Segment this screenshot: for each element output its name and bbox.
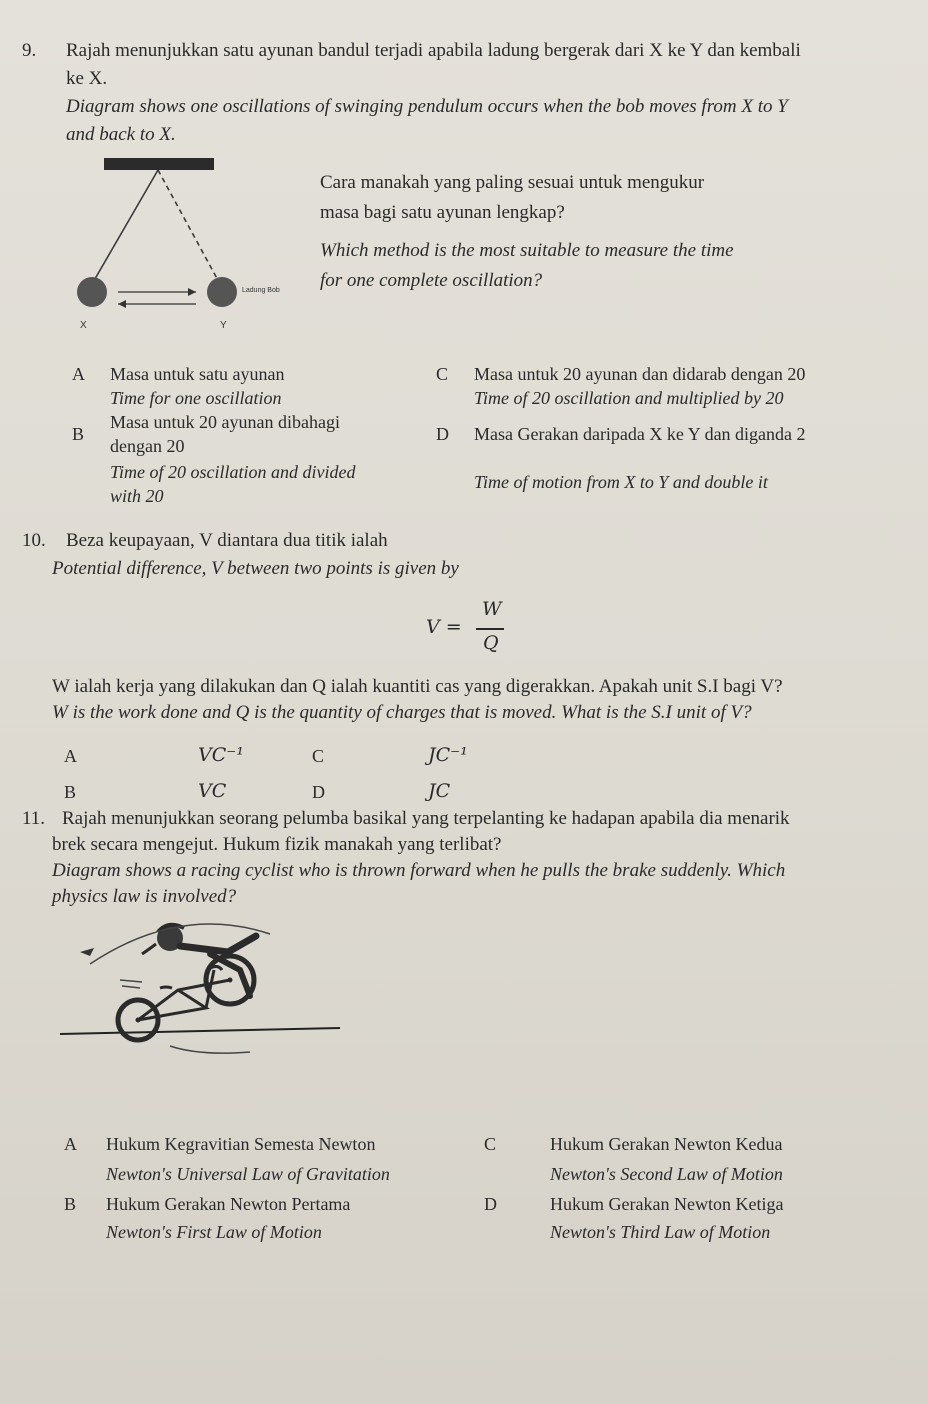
cyclist-torso-arm: [180, 936, 256, 952]
q10-text-en: Potential difference, V between two points is given by: [52, 558, 459, 579]
q10-desc-my: W ialah kerja yang dilakukan dan Q ialah kuantiti cas yang digerakkan. Apakah unit S.I bagi V?: [52, 676, 783, 697]
q10-option-d-letter[interactable]: D: [312, 782, 325, 802]
cyclist-diagram: [60, 916, 350, 1076]
q11-option-c-my: Hukum Gerakan Newton Kedua: [550, 1134, 783, 1154]
q11-option-b-en: Newton's First Law of Motion: [106, 1222, 322, 1242]
q10-option-b-letter[interactable]: B: [64, 782, 77, 802]
q10-text-my: Beza keupayaan, V diantara dua titik ialah: [66, 530, 388, 551]
q11-text-my-2: brek secara mengejut. Hukum fizik manakah yang terlibat?: [52, 834, 502, 855]
q10-option-c-text: JC⁻¹: [428, 744, 468, 766]
q9-option-b-letter[interactable]: B: [72, 424, 85, 444]
q10-option-a-letter[interactable]: A: [64, 746, 77, 766]
q9-option-d-letter[interactable]: D: [436, 424, 449, 444]
q9-text-my-2: ke X.: [66, 68, 108, 89]
q11-option-d-my: Hukum Gerakan Newton Ketiga: [550, 1194, 784, 1214]
label-y: Y: [220, 320, 227, 331]
formula-lhs: V =: [426, 616, 462, 638]
arrow-head-right: [188, 288, 196, 296]
label-bob: Ladung Bob: [242, 287, 280, 294]
q9-option-a-letter[interactable]: A: [72, 364, 85, 384]
q11-option-d-letter[interactable]: D: [484, 1194, 497, 1214]
q11-option-b-my: Hukum Gerakan Newton Pertama: [106, 1194, 351, 1214]
pendulum-support: [104, 158, 214, 170]
q9-text-my-1: Rajah menunjukkan satu ayunan bandul terjadi apabila ladung bergerak dari X ke Y dan kembali: [66, 40, 801, 61]
q11-text-en-1: Diagram shows a racing cyclist who is thrown forward when he pulls the brake suddenly. Which: [52, 860, 786, 881]
pendulum-string-left: [92, 170, 158, 284]
q11-option-b-letter[interactable]: B: [64, 1194, 77, 1214]
q10-option-c-letter[interactable]: C: [312, 746, 325, 766]
q9-option-b-en-2: with 20: [110, 486, 164, 506]
pendulum-diagram: [62, 152, 302, 332]
road-line: [60, 1028, 340, 1034]
q9-ask-my-2: masa bagi satu ayunan lengkap?: [320, 202, 565, 223]
q10-desc-en: W is the work done and Q is the quantity of charges that is moved. What is the S.I unit of V?: [52, 702, 752, 723]
pendulum-string-right: [158, 170, 220, 284]
q11-number: 11.: [22, 808, 46, 829]
formula-v-equals-w-over-q: [426, 598, 536, 658]
q11-option-c-en: Newton's Second Law of Motion: [550, 1164, 783, 1184]
q11-option-d-en: Newton's Third Law of Motion: [550, 1222, 771, 1242]
q9-ask-my-1: Cara manakah yang paling sesuai untuk mengukur: [320, 172, 705, 193]
label-x: X: [80, 320, 87, 331]
q9-option-a-en: Time for one oscillation: [110, 388, 282, 408]
q10-option-d-text: JC: [428, 780, 451, 802]
q9-option-b-my-2: dengan 20: [110, 436, 185, 456]
formula-denominator: Q: [483, 632, 499, 654]
cyclist-back-arm: [142, 944, 156, 954]
q10-number: 10.: [22, 530, 46, 551]
q9-option-a-my: Masa untuk satu ayunan: [110, 364, 285, 384]
q9-option-d-my: Masa Gerakan daripada X ke Y dan diganda 2: [474, 424, 806, 444]
bike-frame: [138, 970, 230, 1020]
q11-text-en-2: physics law is involved?: [52, 886, 237, 907]
q11-option-c-letter[interactable]: C: [484, 1134, 497, 1154]
q9-option-c-letter[interactable]: C: [436, 364, 449, 384]
q9-number: 9.: [22, 40, 37, 61]
q9-option-d-en: Time of motion from X to Y and double it: [474, 472, 768, 492]
q10-option-b-text: VC: [198, 780, 227, 802]
q9-option-b-my-1: Masa untuk 20 ayunan dibahagi: [110, 412, 340, 432]
q11-option-a-en: Newton's Universal Law of Gravitation: [106, 1164, 390, 1184]
q9-text-en-2: and back to X.: [66, 124, 176, 145]
q9-option-c-my: Masa untuk 20 ayunan dan didarab dengan 20: [474, 364, 806, 384]
q11-text-my-1: Rajah menunjukkan seorang pelumba basikal yang terpelanting ke hadapan apabila dia menarik: [62, 808, 790, 829]
formula-numerator: W: [482, 598, 502, 620]
q9-ask-en-2: for one complete oscillation?: [320, 270, 543, 291]
q9-text-en-1: Diagram shows one oscillations of swinging pendulum occurs when the bob moves from X to Y: [66, 96, 788, 117]
fraction-bar: [476, 628, 504, 630]
q10-option-a-text: VC⁻¹: [198, 744, 244, 766]
q9-option-b-en-1: Time of 20 oscillation and divided: [110, 462, 356, 482]
bob-position-x: [77, 277, 107, 307]
q9-option-c-en: Time of 20 oscillation and multiplied by 20: [474, 388, 784, 408]
q11-option-a-letter[interactable]: A: [64, 1134, 77, 1154]
q11-option-a-my: Hukum Kegravitian Semesta Newton: [106, 1134, 376, 1154]
motion-arrow-tip: [80, 948, 94, 956]
arrow-head-left: [118, 300, 126, 308]
q9-ask-en-1: Which method is the most suitable to measure the time: [320, 240, 734, 261]
bob-position-y: [207, 277, 237, 307]
